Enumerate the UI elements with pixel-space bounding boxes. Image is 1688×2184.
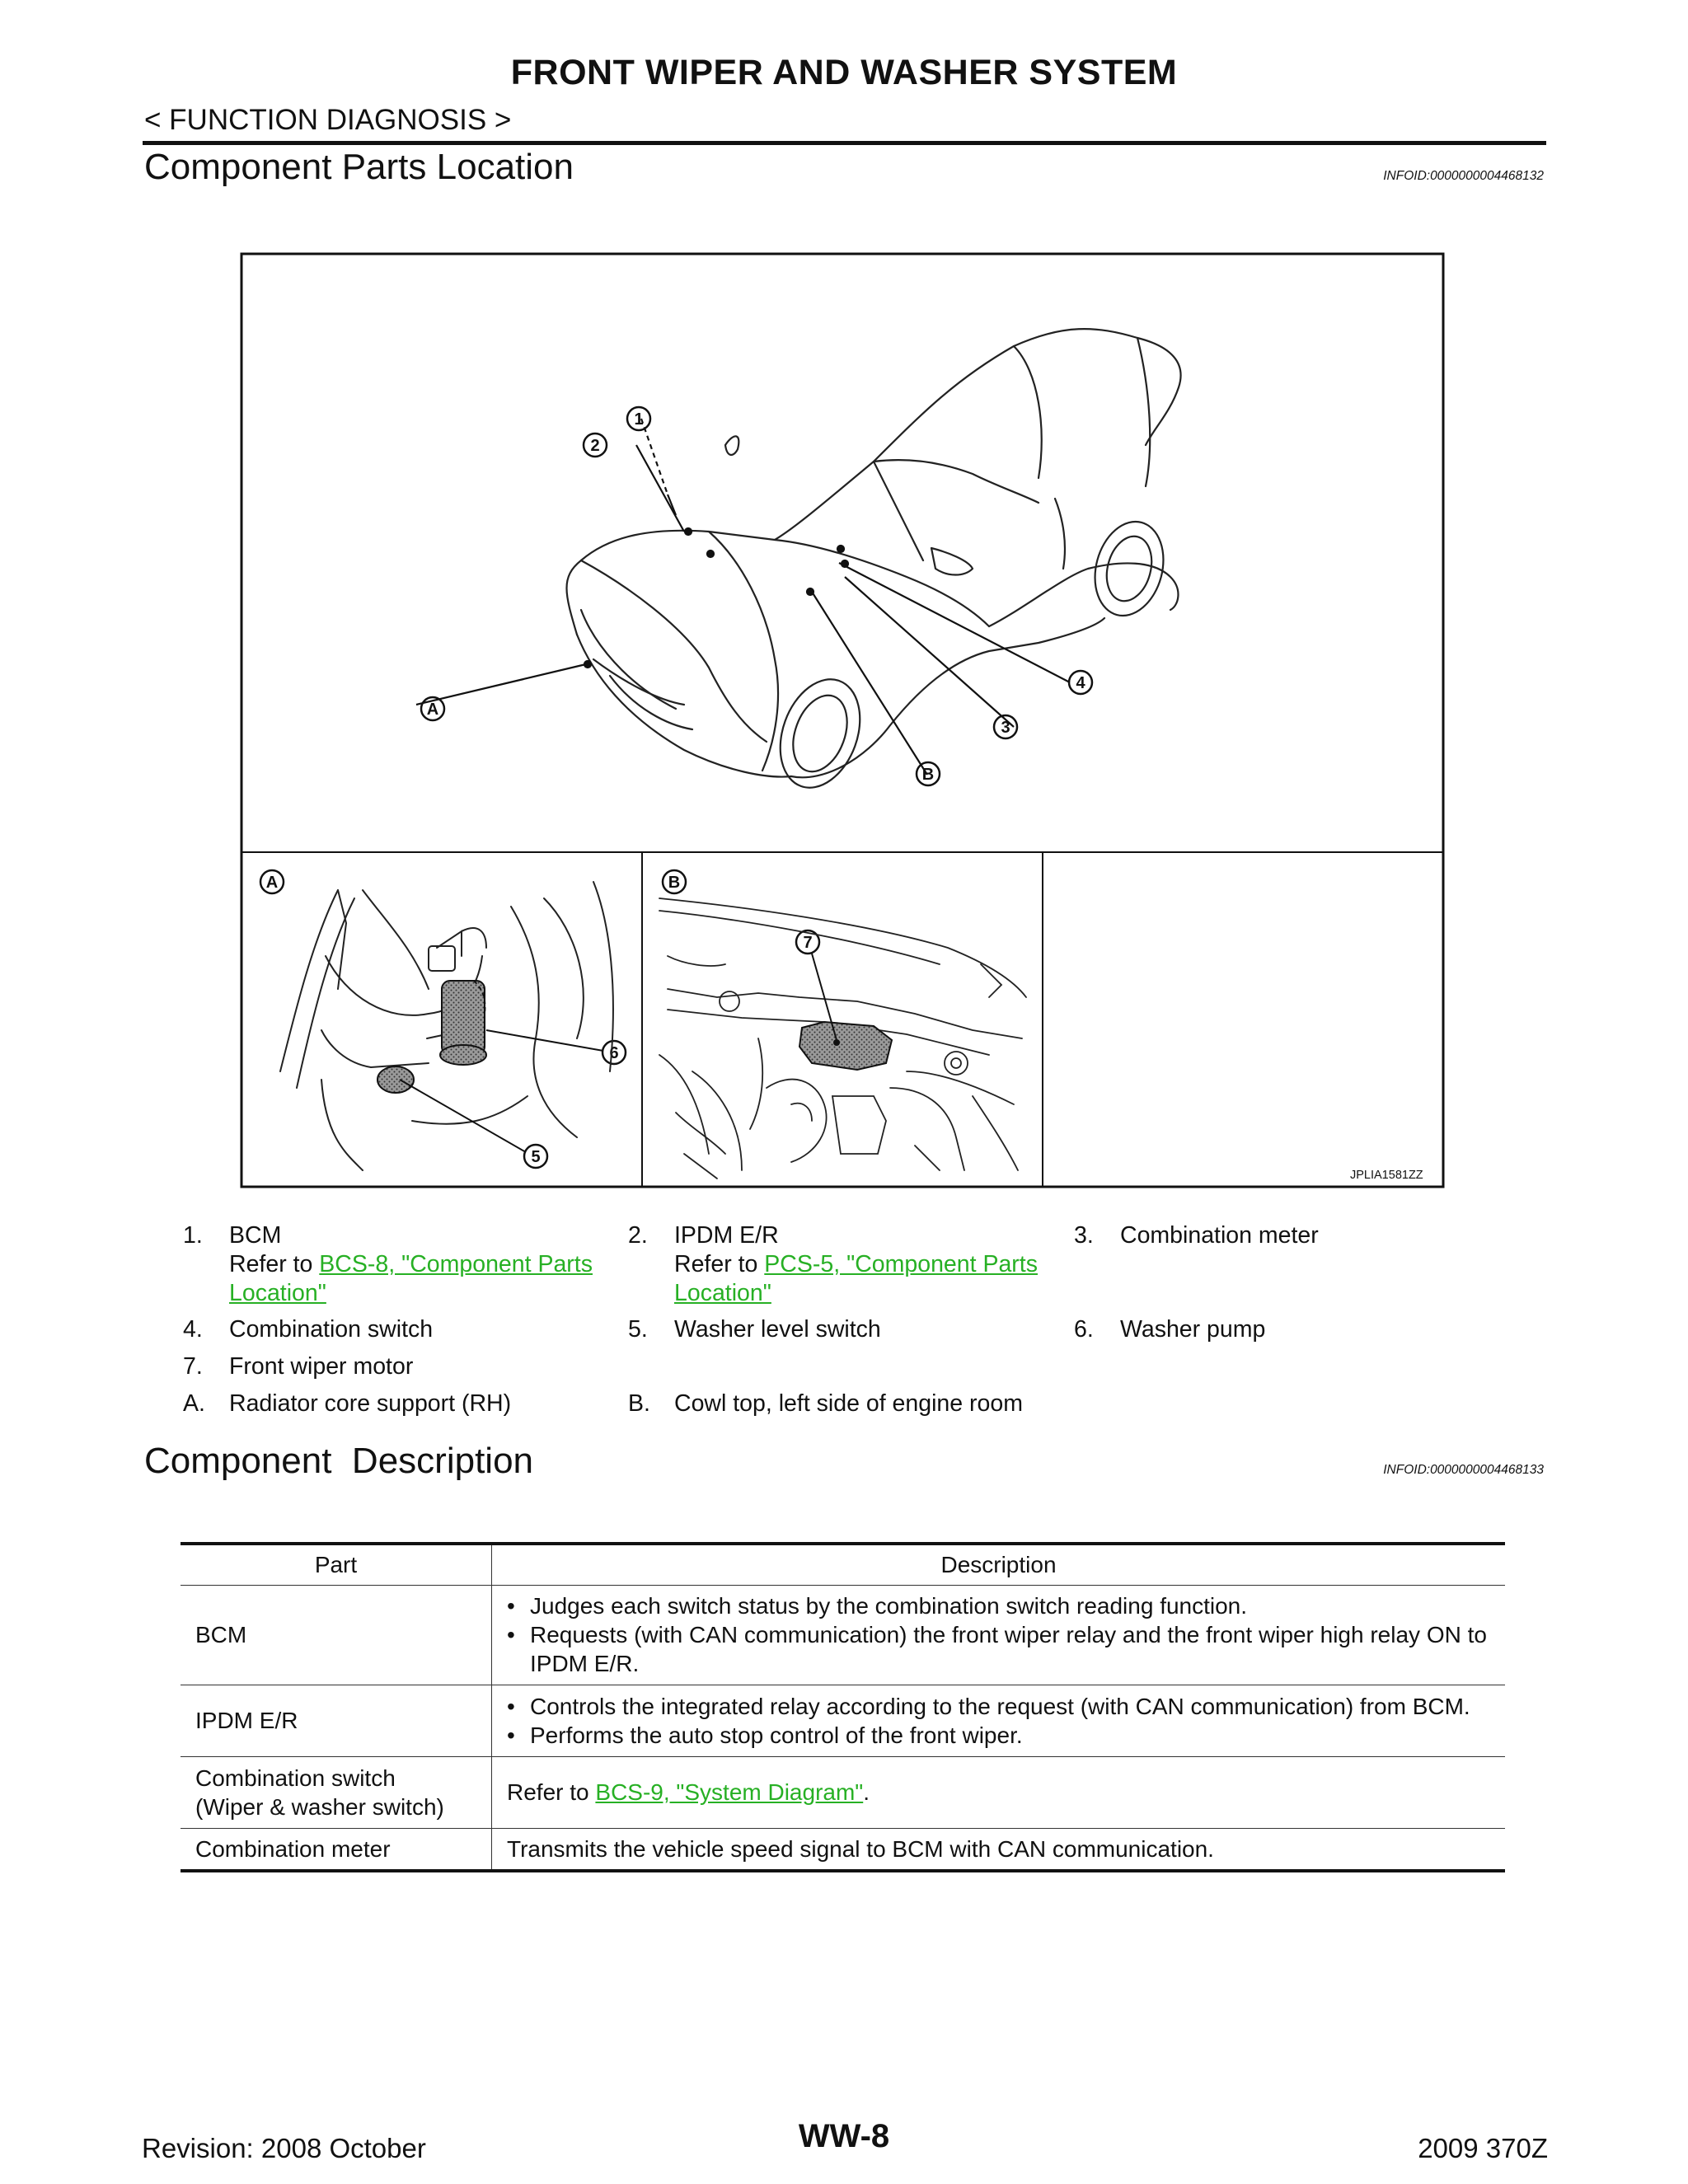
- description-ref-suffix: .: [863, 1779, 870, 1805]
- legend-text: Radiator core support (RH): [229, 1390, 512, 1417]
- legend-text: Combination meter: [1120, 1222, 1319, 1249]
- legend-number: A.: [183, 1390, 205, 1417]
- legend-number: B.: [628, 1390, 650, 1417]
- washer-pump-shape: [442, 981, 485, 1055]
- table-header-row: [181, 1544, 1505, 1585]
- callout-label: 6: [609, 1044, 619, 1062]
- figure-code: JPLIA1581ZZ: [1350, 1169, 1423, 1182]
- callout-label: B: [921, 766, 935, 784]
- breadcrumb: < FUNCTION DIAGNOSIS >: [144, 104, 512, 136]
- footer-model: 2009 370Z: [1418, 2133, 1548, 2163]
- callout-label: 1: [634, 410, 644, 429]
- table-cell-part: IPDM E/R: [181, 1685, 492, 1756]
- bullet-icon: •: [507, 1593, 515, 1619]
- callout-label: B: [668, 874, 681, 892]
- legend-number: 6.: [1074, 1316, 1094, 1343]
- infoid-label: INFOID:0000000004468133: [1383, 1463, 1544, 1477]
- column-header-description: Description: [492, 1544, 1506, 1585]
- legend-number: 3.: [1074, 1222, 1094, 1249]
- part-name-line: (Wiper & washer switch): [195, 1793, 444, 1820]
- table-cell-part: Combination meter: [181, 1828, 492, 1871]
- section-title-component-parts-location: Component Parts Location: [144, 147, 574, 187]
- component-description-table: [181, 1542, 1505, 1872]
- footer-revision: Revision: 2008 October: [142, 2133, 426, 2163]
- legend-number: 5.: [628, 1316, 648, 1343]
- legend-number: 1.: [183, 1222, 203, 1249]
- bullet-icon: •: [507, 1622, 515, 1647]
- link-bcs-9[interactable]: BCS-9, "System Diagram": [595, 1779, 864, 1805]
- table-cell-description: [492, 1685, 1506, 1756]
- table-row: [181, 1685, 1505, 1756]
- bullet-icon: •: [507, 1722, 515, 1748]
- callout-label: A: [265, 874, 279, 892]
- callout-label: 2: [590, 437, 600, 455]
- part-name-line: Combination switch: [195, 1765, 396, 1791]
- bullet-icon: •: [507, 1693, 515, 1719]
- table-row: [181, 1585, 1505, 1685]
- washer-level-switch-shape: [377, 1066, 414, 1093]
- callout-markers: [260, 407, 1092, 1168]
- legend-number: 7.: [183, 1353, 203, 1380]
- link-pcs-5[interactable]: PCS-5, "Component Parts Location": [674, 1251, 1038, 1306]
- footer-page-number: WW-8: [798, 2118, 890, 2154]
- table-row: [181, 1828, 1505, 1871]
- section-title-component-description: Component Description: [144, 1441, 534, 1481]
- table-cell-description: Transmits the vehicle speed signal to BCM with CAN communication.: [492, 1828, 1506, 1871]
- legend-ref-prefix: Refer to: [674, 1251, 765, 1277]
- document-title: FRONT WIPER AND WASHER SYSTEM: [510, 53, 1178, 92]
- description-bullet: Controls the integrated relay according to the request (with CAN communication) from BCM.: [530, 1693, 1470, 1719]
- legend-number: 4.: [183, 1316, 203, 1343]
- car-illustration: [567, 329, 1181, 799]
- legend-text: Washer level switch: [674, 1316, 881, 1343]
- link-bcs-8[interactable]: BCS-8, "Component Parts Location": [229, 1251, 593, 1306]
- legend-text: IPDM E/R: [674, 1222, 779, 1249]
- front-wiper-motor-shape: [799, 1022, 892, 1070]
- legend-text: Cowl top, left side of engine room: [674, 1390, 1023, 1417]
- callout-label: 5: [531, 1148, 541, 1166]
- column-header-part: Part: [181, 1544, 492, 1585]
- description-ref-prefix: Refer to: [507, 1779, 596, 1805]
- callout-label: 3: [1001, 719, 1010, 737]
- callout-label: A: [426, 701, 439, 719]
- legend-ref-prefix: Refer to: [229, 1251, 320, 1277]
- table-cell-part: BCM: [181, 1585, 492, 1685]
- legend-text: BCM: [229, 1222, 282, 1249]
- legend-text: Combination switch: [229, 1316, 434, 1343]
- legend-text: Washer pump: [1120, 1316, 1266, 1343]
- callout-label: 7: [803, 934, 813, 952]
- description-bullet: Requests (with CAN communication) the front wiper relay and the front wiper high relay ON to IPDM E/R.: [530, 1622, 1487, 1676]
- infoid-label: INFOID:0000000004468132: [1383, 169, 1544, 183]
- table-row: [181, 1756, 1505, 1828]
- table-cell-description: [492, 1756, 1506, 1828]
- table-cell-part: [181, 1756, 492, 1828]
- table-cell-description: [492, 1585, 1506, 1685]
- callout-label: 4: [1076, 674, 1085, 692]
- legend-text: Front wiper motor: [229, 1353, 414, 1380]
- description-bullet: Performs the auto stop control of the front wiper.: [530, 1722, 1023, 1748]
- legend-number: 2.: [628, 1222, 648, 1249]
- description-bullet: Judges each switch status by the combination switch reading function.: [530, 1593, 1248, 1619]
